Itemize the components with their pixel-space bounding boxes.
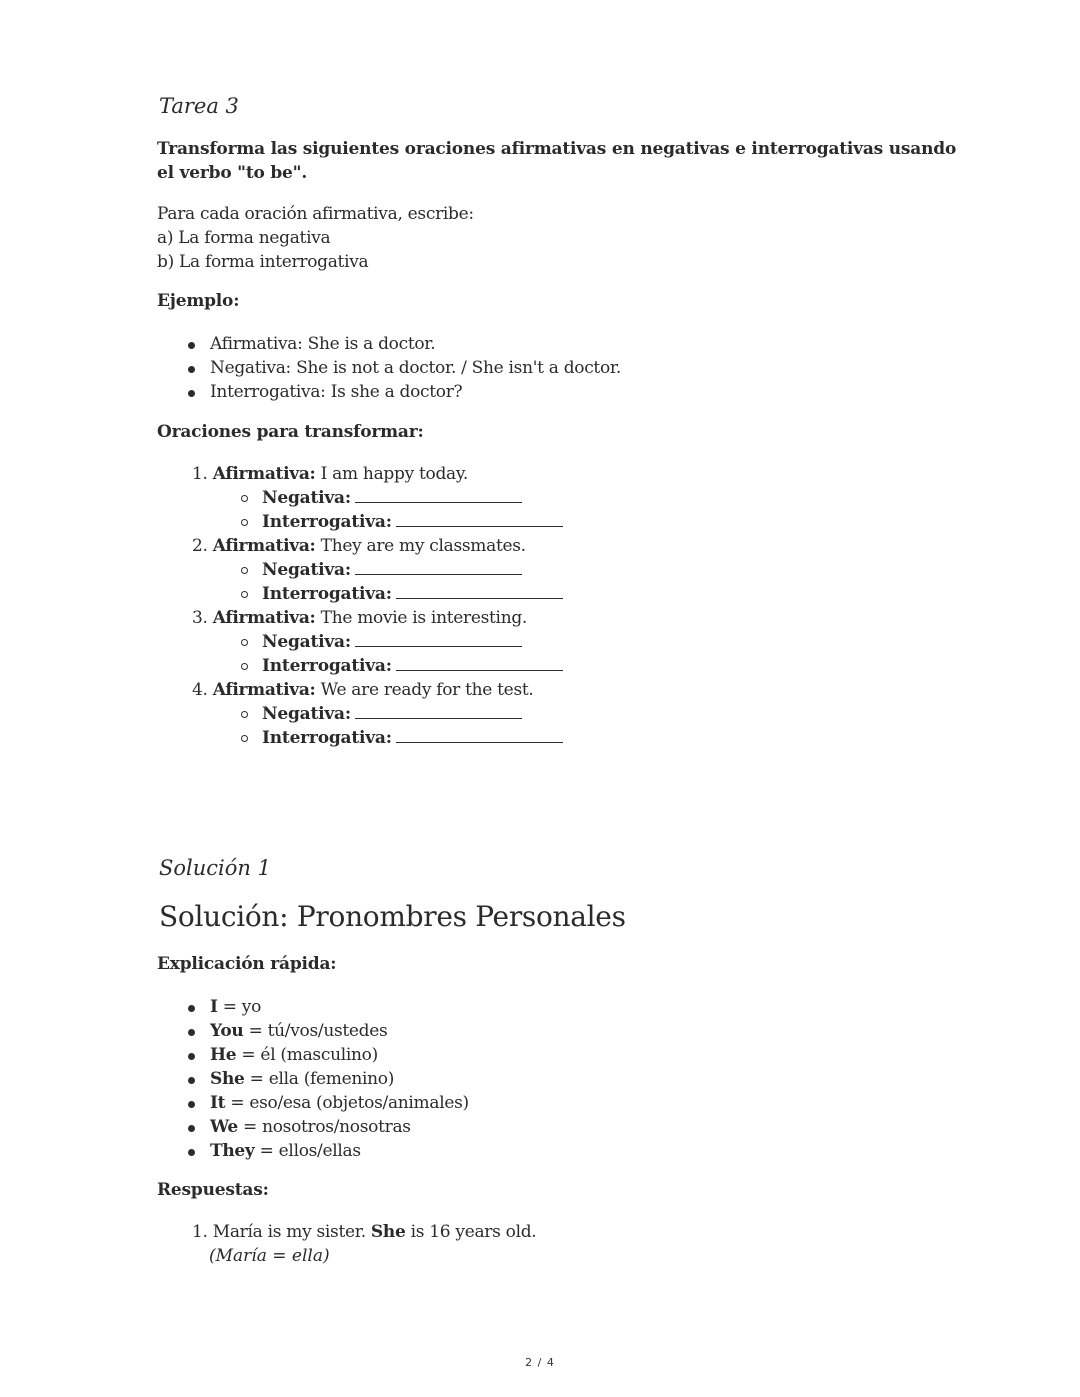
pronoun-term: It: [210, 1093, 226, 1113]
answer-pronoun: She: [370, 1222, 406, 1242]
answer-blank[interactable]: [355, 704, 522, 719]
answers-heading: Respuestas:: [157, 1180, 269, 1200]
task-instruction: Transforma las siguientes oraciones afirmativas en negativas e interrogativas usando el verbo "to be".: [157, 139, 957, 183]
example-list: [188, 332, 621, 404]
affirmative-label: Afirmativa:: [212, 464, 316, 484]
pronoun-meaning: = tú/vos/ustedes: [243, 1021, 388, 1041]
pronoun-list: [188, 995, 469, 1163]
pronoun-item: [188, 1115, 469, 1139]
pronoun-meaning: = nosotros/nosotras: [237, 1117, 411, 1137]
sentence-text: I am happy today.: [320, 464, 469, 484]
sentence-text: They are my classmates.: [320, 536, 526, 556]
sentence-number: 4.: [192, 680, 208, 700]
pronoun-item: [188, 1139, 469, 1163]
solution-heading: Solución: Pronombres Personales: [159, 900, 626, 933]
pronoun-term: She: [210, 1069, 245, 1089]
intro-line: Para cada oración afirmativa, escribe:: [157, 204, 474, 224]
sentences-heading: Oraciones para transformar:: [157, 422, 424, 442]
answer-blank[interactable]: [355, 560, 522, 575]
interrogative-row: [192, 654, 563, 678]
negative-label: Negativa:: [262, 488, 351, 508]
answer-blank[interactable]: [355, 488, 522, 503]
interrogative-row: [192, 582, 563, 606]
negative-label: Negativa:: [262, 632, 351, 652]
answer-blank[interactable]: [396, 512, 563, 527]
affirmative-label: Afirmativa:: [212, 608, 316, 628]
answer-blank[interactable]: [396, 584, 563, 599]
example-heading: Ejemplo:: [157, 291, 240, 311]
negative-row: [192, 630, 563, 654]
answer-blank[interactable]: [396, 728, 563, 743]
pronoun-term: He: [210, 1045, 237, 1065]
task-title: Tarea 3: [159, 94, 239, 118]
pronoun-item: [188, 995, 469, 1019]
answer-note: (María = ella): [209, 1246, 330, 1266]
sentence-item: [192, 462, 563, 486]
sentence-item: [192, 606, 563, 630]
negative-label: Negativa:: [262, 704, 351, 724]
sentence-number: 3.: [192, 608, 208, 628]
sentence-item: [192, 678, 563, 702]
explanation-heading: Explicación rápida:: [157, 954, 337, 974]
pronoun-meaning: = yo: [217, 997, 262, 1017]
example-item: Afirmativa: She is a doctor.: [188, 332, 621, 356]
sentences-list: [192, 462, 563, 750]
intro-block: [157, 202, 474, 274]
sentence-text: We are ready for the test.: [320, 680, 534, 700]
pronoun-meaning: = él (masculino): [236, 1045, 378, 1065]
example-item: Negativa: She is not a doctor. / She isn't a doctor.: [188, 356, 621, 380]
page-indicator: 2 / 4: [525, 1356, 555, 1369]
affirmative-label: Afirmativa:: [212, 680, 316, 700]
pronoun-item: [188, 1091, 469, 1115]
interrogative-row: [192, 510, 563, 534]
negative-row: [192, 486, 563, 510]
intro-line: a) La forma negativa: [157, 228, 331, 248]
pronoun-meaning: = ellos/ellas: [254, 1141, 361, 1161]
pronoun-term: We: [210, 1117, 238, 1137]
negative-row: [192, 558, 563, 582]
answer-blank[interactable]: [355, 632, 522, 647]
pronoun-term: They: [210, 1141, 255, 1161]
answer-blank[interactable]: [396, 656, 563, 671]
solution-title: Solución 1: [159, 856, 271, 880]
interrogative-label: Interrogativa:: [262, 512, 392, 532]
interrogative-label: Interrogativa:: [262, 728, 392, 748]
example-item: Interrogativa: Is she a doctor?: [188, 380, 621, 404]
answer-text: María is my sister.: [212, 1222, 371, 1242]
answer-item: [192, 1220, 536, 1244]
intro-line: b) La forma interrogativa: [157, 252, 369, 272]
pronoun-term: You: [210, 1021, 244, 1041]
pronoun-term: I: [210, 997, 218, 1017]
pronoun-meaning: = ella (femenino): [244, 1069, 395, 1089]
pronoun-item: [188, 1067, 469, 1091]
affirmative-label: Afirmativa:: [212, 536, 316, 556]
interrogative-label: Interrogativa:: [262, 584, 392, 604]
sentence-text: The movie is interesting.: [320, 608, 528, 628]
answer-text: is 16 years old.: [405, 1222, 537, 1242]
answer-number: 1.: [192, 1222, 208, 1242]
pronoun-item: [188, 1019, 469, 1043]
answer-list: [192, 1220, 536, 1268]
sentence-number: 1.: [192, 464, 208, 484]
negative-label: Negativa:: [262, 560, 351, 580]
interrogative-row: [192, 726, 563, 750]
sentence-number: 2.: [192, 536, 208, 556]
interrogative-label: Interrogativa:: [262, 656, 392, 676]
negative-row: [192, 702, 563, 726]
pronoun-meaning: = eso/esa (objetos/animales): [225, 1093, 469, 1113]
pronoun-item: [188, 1043, 469, 1067]
sentence-item: [192, 534, 563, 558]
